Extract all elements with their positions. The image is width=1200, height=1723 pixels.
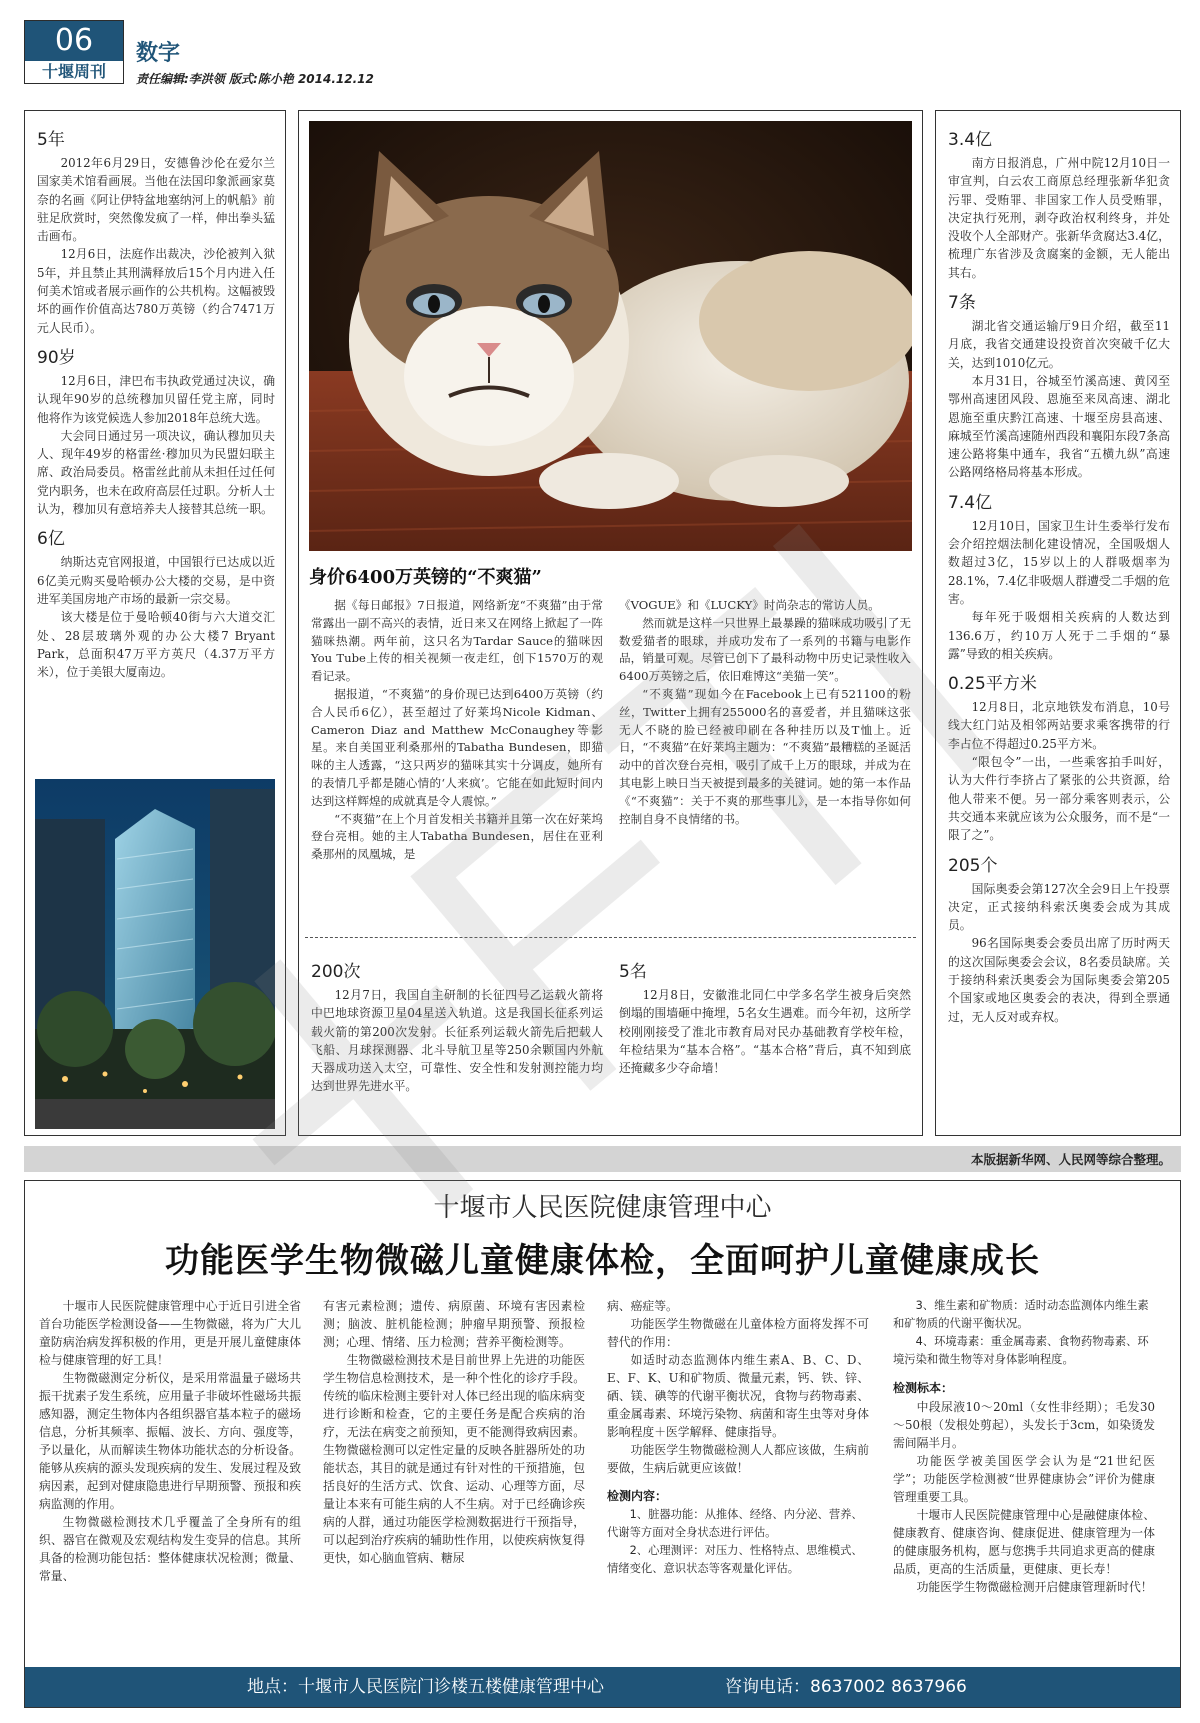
left-column-text (37, 119, 275, 681)
section-heading: 90岁 (37, 347, 76, 368)
paragraph: 12月7日，我国自主研制的长征四号乙运载火箭将中巴地球资源卫星04星送入轨道。这是我国长征系列运载火箭的第200次发射。长征系列运载火箭先后把载人飞船、月球探测器、北斗导航卫星等250余颗国内外航天器成功送入太空，可靠性、安全性和发射测控能力均达到世界先进水平。 (311, 988, 603, 1094)
paragraph: “限包令”一出，一些乘客拍手叫好，认为大件行李挤占了紧张的公共资源，给他人带来不便。另一部分乘客则表示，公共交通本来就应该为公众服务，而不是“一限了之”。 (948, 755, 1170, 843)
paragraph: 96名国际奥委会委员出席了历时两天的这次国际奥委会会议，8名委员缺席。关于接纳科索沃奥委会为国际奥委会第205个国家或地区奥委会的表决，得到全票通过，无人反对或弃权。 (948, 936, 1170, 1024)
ad-subtitle: 十堰市人民医院健康管理中心 (433, 1193, 772, 1223)
paragraph: 功能医学生物微磁检测开启健康管理新时代！ (916, 1580, 1153, 1594)
paragraph: 如适时动态监测体内维生素A、B、C、D、E、F、K、U和矿物质、微量元素，钙、铁、锌、硒、镁、碘等的代谢平衡状况，食物与药物毒素、重金属毒素、环境污染物、病菌和寄生虫等对身体影响程度＋医学解释、健康指导。 (607, 1353, 869, 1439)
paragraph: 功能医学被美国医学会认为是“21世纪医学”；功能医学检测被“世界健康协会”评价为健康管理重要工具。 (893, 1454, 1155, 1504)
section-heading: 205个 (948, 855, 998, 876)
ad-column-1 (39, 1297, 301, 1585)
list-item: 4、环境毒素：重金属毒素、食物药物毒素、环境污染和微生物等对身体影响程度。 (893, 1335, 1149, 1366)
editor-credits: 责任编辑:李洪领 版式:陈小艳 2014.12.12 (136, 72, 374, 86)
paragraph: 生物微磁测定分析仪，是采用常温量子磁场共振干扰素子发生系统，应用量子非破坏性磁场共振感知器，测定生物体内各组织器官基本粒子的磁场信息，分析其频率、振幅、波长、方向、强度等，予以量化，从而解读生物体功能状态的分析设备。能够从疾病的源头发现疾病的发生、发展过程及致病因素，起到对健康隐患进行早期预警、预报和疾病监测的作用。 (39, 1371, 301, 1511)
section-heading: 7.4亿 (948, 492, 993, 513)
paragraph: 中段尿液10～20ml（女性非经期）；毛发30～50根（发根处剪起），头发长于3cm，如染烫发需间隔半月。 (893, 1400, 1155, 1450)
article-column-1 (311, 597, 603, 864)
article-column-2 (619, 597, 911, 828)
right-column (935, 110, 1181, 1136)
paragraph: 然而就是这样一只世界上最暴躁的猫咪成功吸引了无数爱猫者的眼球，并成功发布了一系列的书籍与电影作品，销量可观。尽管已创下了最科动物中历史记录性收入6400万英镑之后，依旧难博这“美猫一笑”。 (619, 615, 911, 684)
paragraph: 十堰市人民医院健康管理中心于近日引进全省首台功能医学检测设备——生物微磁，将为广大儿童防病治病发挥积极的作用，更是开展儿童健康体检与健康管理的好工具！ (39, 1299, 301, 1367)
paragraph: 有害元素检测；遗传、病原菌、环境有害因素检测；脑波、脏机能检测；肿瘤早期预警、预报检测；心理、情绪、压力检测；营养平衡检测等。 (323, 1299, 585, 1349)
paragraph: 据《每日邮报》7日报道，网络新宠“不爽猫”由于常常露出一副不高兴的表情，近日来又在网络上掀起了一阵猫咪热潮。两年前，这只名为Tardar Sauce的猫咪因You Tube上传的相关视频一夜走红，创下1570万的观看记录。 (311, 598, 603, 684)
section-title: 数字 (136, 41, 181, 66)
list-item: 1、脏器功能：从推体、经络、内分泌、营养、代谢等方面对全身状态进行评估。 (607, 1508, 863, 1539)
ad-headline: 功能医学生物微磁儿童健康体检，全面呵护儿童健康成长 (165, 1241, 1040, 1281)
paragraph: 12月8日，北京地铁发布消息，10号线大红门站及相邻两站要求乘客携带的行李占位不得超过0.25平方米。 (948, 700, 1170, 751)
dashed-divider (305, 937, 916, 938)
section-heading: 200次 (311, 962, 361, 982)
paragraph: 病、癌症等。 (607, 1299, 678, 1313)
section-heading: 0.25平方米 (948, 674, 1037, 695)
source-bar (24, 1146, 1181, 1172)
brief-5 (619, 951, 911, 1077)
paragraph: “不爽猫”在上个月首发相关书籍并且第一次在好莱坞登台亮相。她的主人Tabatha Bundesen，居住在亚利桑那州的凤凰城，是 (311, 811, 603, 862)
paragraph: 国际奥委会第127次全会9日上午投票决定，正式接纳科索沃奥委会成为其成员。 (948, 881, 1170, 933)
building-photo (35, 779, 275, 1129)
list-item: 2、心理测评：对压力、性格特点、思维模式、情绪变化、意识状态等客观量化评估。 (607, 1544, 863, 1575)
section-heading: 7条 (948, 293, 976, 314)
hospital-advertisement (24, 1180, 1181, 1708)
paragraph: 功能医学生物微磁检测人人都应该做，生病前要做，生病后就更应该做！ (607, 1443, 869, 1475)
source-note: 本版据新华网、人民网等综合整理。 (970, 1152, 1171, 1167)
paragraph: 12月10日，国家卫生计生委举行发布会介绍控烟法制化建设情况，全国吸烟人数超过3亿，15岁以上的人群吸烟率为28.1%，7.4亿非吸烟人群遭受二手烟的危害。 (948, 518, 1170, 606)
paragraph: 纳斯达克官网报道，中国银行已达成以近6亿美元购买曼哈顿办公大楼的交易，是中资进军美国房地产市场的最新一宗交易。 (37, 555, 275, 606)
page-number-box (24, 20, 124, 84)
brief-200 (311, 951, 603, 1096)
grumpy-cat-photo (309, 121, 912, 551)
left-column (24, 110, 286, 1136)
ad-address: 地点：十堰市人民医院门诊楼五楼健康管理中心 (247, 1677, 604, 1697)
middle-column (298, 110, 923, 1136)
section-heading: 6亿 (37, 529, 65, 550)
list-item: 3、维生素和矿物质：适时动态监测体内维生素和矿物质的代谢平衡状况。 (893, 1299, 1149, 1330)
paper-name: 十堰周刊 (25, 61, 123, 83)
ad-column-2 (323, 1297, 585, 1567)
paragraph: 生物微磁检测技术是目前世界上先进的功能医学生物信息检测技术，是一种个性化的诊疗手段。传统的临床检测主要针对人体已经出现的临床病变进行诊断和检查，它的主要任务是配合疾病的治疗，无法在病变之前预知，更不能测得致病因素。生物微磁检测可以定性定量的反映各脏器所处的功能状态，其目的就是通过有针对性的干预措施，包括良好的生活方式、饮食、运动、心理等方面，尽量让本来有可能生病的人不生病。对于已经确诊疾病的人群，通过功能医学检测数据进行干预指导，可以起到治疗疾病的辅助性作用，以使疾病恢复得更快，如心脑血管病、糖尿 (323, 1353, 585, 1565)
paragraph: 12月6日，津巴布韦执政党通过决议，确认现年90岁的总统穆加贝留任党主席，同时他将作为该党候选人参加2018年总统大选。 (37, 373, 275, 425)
paragraph: 南方日报消息，广州中院12月10日一审宣判，白云农工商原总经理张新华犯贪污罪、受贿罪、非国家工作人员受贿罪，决定执行死刑，剥夺政治权利终身，并处没收个人全部财产。张新华贪腐达3.4亿，梳理广东省涉及贪腐案的金额，无人能出其右。 (948, 156, 1170, 280)
article-title: 身价6400万英镑的“不爽猫” (309, 567, 542, 588)
paragraph: 12月8日，安徽淮北同仁中学多名学生被身后突然倒塌的围墙砸中掩埋，5名女生遇难。而今年初，这所学校刚刚接受了淮北市教育局对民办基础教育学校年检，年检结果为“基本合格”。“基本合格”背后，真不知到底还掩藏多少夺命墙！ (619, 988, 911, 1076)
section-heading: 5年 (37, 130, 65, 150)
paragraph: 2012年6月29日，安德鲁沙伦在爱尔兰国家美术馆看画展。当他在法国印象派画家莫奈的名画《阿让伊特盆地塞纳河上的帆船》前驻足欣赏时，突然像发疯了一样，伸出拳头猛击画布。 (37, 156, 275, 244)
paragraph: 十堰市人民医院健康管理中心是融健康体检、健康教育、健康咨询、健康促进、健康管理为一体的健康服务机构，愿与您携手共同追求更高的健康品质，更高的生活质量，更健康、更长寿！ (893, 1508, 1155, 1576)
right-column-text (948, 119, 1170, 1026)
paragraph: 湖北省交通运输厅9日介绍，截至11月底，我省交通建设投资首次突破千亿大关，达到1010亿元。 (948, 319, 1170, 370)
paragraph: 据报道，“不爽猫”的身价现已达到6400万英镑（约合人民币6亿），甚至超过了好莱坞Nicole Kidman、Cameron Diaz and Matthew McConaughey等影星。来自美国亚利桑那州的Tabatha Bundesen，即猫咪的主人透露，“这只两岁的猫咪其实十分调皮，她所有的表情几乎都是随心情的‘人来疯’。它能在如此短时间内达到这样辉煌的成就真是令人震惊。” (311, 686, 603, 808)
paragraph: 生物微磁检测技术几乎覆盖了全身所有的组织、器官在微观及宏观结构发生变异的信息。其所具备的检测功能包括：整体健康状况检测；微量、常量、 (39, 1515, 301, 1583)
paragraph: 该大楼是位于曼哈顿40街与六大道交汇处、28层玻璃外观的办公大楼7 Bryant Park，总面积47万平方英尺（4.37万平方米），位于美银大厦南边。 (37, 610, 275, 680)
paragraph: 12月6日，法庭作出裁决，沙伦被判入狱5年，并且禁止其刑满释放后15个月内进入任何美术馆或者展示画作的公共机构。这幅被毁坏的画作价值高达780万英镑（约合7471万元人民币）。 (37, 247, 275, 335)
paragraph: “不爽猫”现如今在Facebook上已有521100的粉丝，Twitter上拥有255000名的喜爱者，并且猫咪这张无人不晓的脸已经被印刷在各种挂历以及T恤上。近日，“不爽猫”在好莱坞主题为：“不爽猫”最糟糕的圣诞活动中的首次登台亮相，吸引了成千上万的眼球，并成为在其电影上映日当天被提到最多的关键词。她的第一本作品《“不爽猫”：关于不爽的那些事儿》，是一本指导你如何控制自身不良情绪的书。 (619, 686, 911, 826)
ad-column-3 (607, 1297, 869, 1578)
section-heading: 3.4亿 (948, 130, 993, 150)
ad-subheading: 检测内容： (607, 1489, 668, 1503)
paragraph: 大会同日通过另一项决议，确认穆加贝夫人、现年49岁的格雷丝·穆加贝为民盟妇联主席、政治局委员。格雷丝此前从未担任过任何党内职务，也未在政府高层任过职。分析人士认为，穆加贝有意培养夫人接替其总统一职。 (37, 428, 275, 517)
ad-subheading: 检测标本： (893, 1381, 954, 1395)
paragraph: 功能医学生物微磁在儿童体检方面将发挥不可替代的作用： (607, 1317, 869, 1349)
section-heading: 5名 (619, 962, 647, 982)
paragraph: 《VOGUE》和《LUCKY》时尚杂志的常访人员。 (619, 598, 880, 612)
ad-phone: 咨询电话：8637002 8637966 (725, 1677, 967, 1697)
ad-footer-bar (25, 1667, 1180, 1707)
paragraph: 每年死于吸烟相关疾病的人数达到136.6万，约10万人死于二手烟的“暴露”导致的相关疾病。 (948, 610, 1170, 661)
paragraph: 本月31日，谷城至竹溪高速、黄冈至鄂州高速团风段、恩施至来凤高速、湖北恩施至重庆黔江高速、十堰至房县高速、麻城至竹溪高速随州西段和襄阳东段7条高速公路将集中通车，我省“五横九纵”高速公路网络格局将基本形成。 (948, 373, 1170, 480)
ad-column-4 (893, 1297, 1155, 1596)
page-number: 06 (25, 21, 123, 61)
